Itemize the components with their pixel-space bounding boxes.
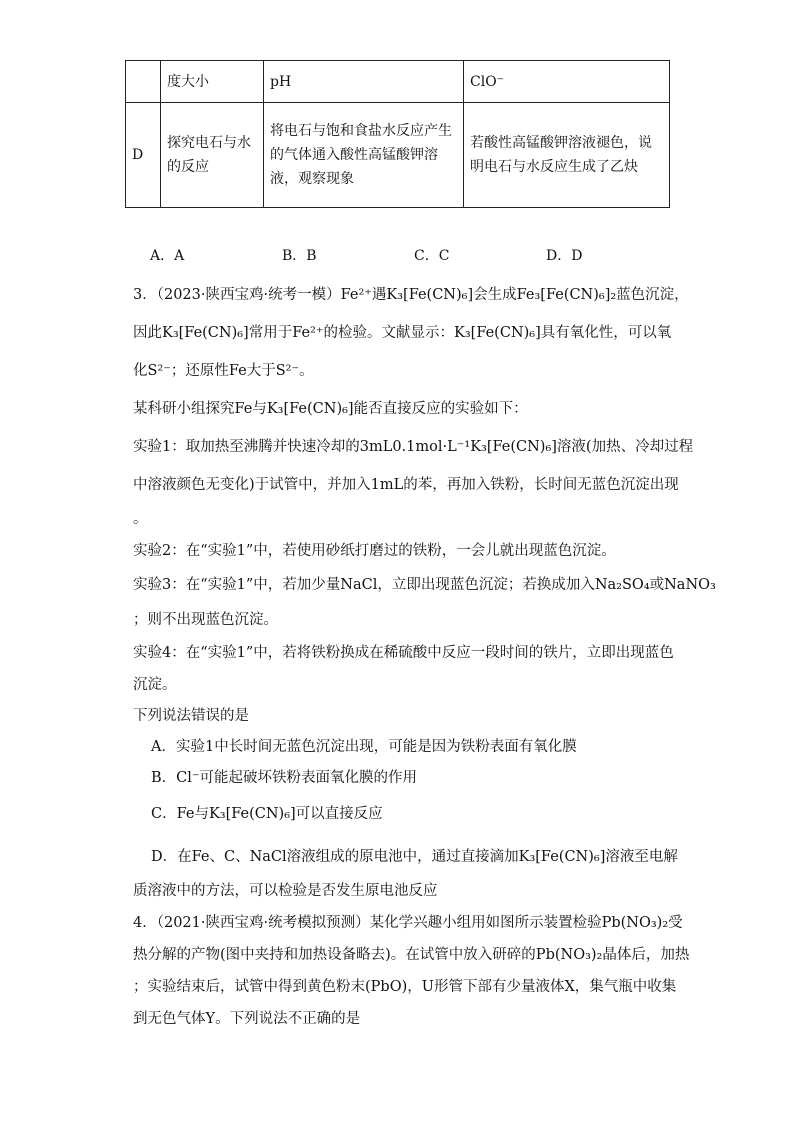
- q3-line: 沉淀。: [133, 677, 177, 693]
- q3-line: 实验3：在“实验1”中，若加少量NaCl，立即出现蓝色沉淀；若换成加入Na₂SO₄或NaNO₃: [133, 577, 716, 593]
- q3-line: 实验2：在“实验1”中，若使用砂纸打磨过的铁粉，一会儿就出现蓝色沉淀。: [133, 543, 616, 559]
- q3-line: 3．（2023·陕西宝鸡·统考一模）Fe²⁺遇K₃[Fe(CN)₆]会生成Fe₃[Fe(CN)₆]₂蓝色沉淀，: [133, 287, 689, 303]
- option-a[interactable]: A．A: [150, 248, 185, 264]
- q3-option-b[interactable]: B．Cl⁻可能起破坏铁粉表面氧化膜的作用: [151, 770, 418, 786]
- cell-operation: pH: [264, 61, 464, 103]
- option-c[interactable]: C．C: [414, 248, 450, 264]
- row-label: [126, 61, 161, 103]
- q4-line: 4．（2021·陕西宝鸡·统考模拟预测）某化学兴趣小组用如图所示装置检验Pb(NO₃)₂受: [133, 915, 683, 931]
- q4-line: ；实验结束后，试管中得到黄色粉末(PbO)，U形管下部有少量液体X，集气瓶中收集: [133, 979, 677, 995]
- q3-line: 。: [133, 511, 148, 527]
- q3-line: 中溶液颜色无变化)于试管中，并加入1mL的苯，再加入铁粉，长时间无蓝色沉淀出现: [133, 477, 679, 493]
- table-row: [126, 61, 670, 103]
- q3-option-a[interactable]: A．实验1中长时间无蓝色沉淀出现，可能是因为铁粉表面有氧化膜: [151, 739, 577, 755]
- q3-line: ；则不出现蓝色沉淀。: [133, 612, 278, 628]
- cell-conclusion: ClO⁻: [464, 61, 670, 103]
- option-b[interactable]: B．B: [282, 248, 317, 264]
- options-table: [125, 60, 670, 208]
- q3-option-c[interactable]: C．Fe与K₃[Fe(CN)₆]可以直接反应: [151, 806, 383, 822]
- q3-option-d-cont: 质溶液中的方法，可以检验是否发生原电池反应: [133, 883, 438, 899]
- option-d[interactable]: D．D: [546, 248, 583, 264]
- q3-line: 下列说法错误的是: [133, 708, 249, 724]
- q4-line: 热分解的产物(图中夹持和加热设备略去)。在试管中放入研碎的Pb(NO₃)₂晶体后，加热: [133, 947, 690, 963]
- cell-conclusion: 若酸性高锰酸钾溶液褪色，说明电石与水反应生成了乙炔: [464, 103, 670, 208]
- cell-operation: 将电石与饱和食盐水反应产生的气体通入酸性高锰酸钾溶液，观察现象: [264, 103, 464, 208]
- cell-purpose: 探究电石与水的反应: [161, 103, 264, 208]
- q4-line: 到无色气体Y。下列说法不正确的是: [133, 1011, 361, 1027]
- q3-line: 实验1：取加热至沸腾并快速冷却的3mL0.1mol·L⁻¹K₃[Fe(CN)₆]溶液(加热、冷却过程: [133, 439, 694, 455]
- row-label: D: [126, 103, 161, 208]
- cell-purpose: 度大小: [161, 61, 264, 103]
- q3-line: 某科研小组探究Fe与K₃[Fe(CN)₆]能否直接反应的实验如下：: [133, 401, 528, 417]
- q2-answer-options: [150, 245, 678, 265]
- q3-line: 实验4：在“实验1”中，若将铁粉换成在稀硫酸中反应一段时间的铁片，立即出现蓝色: [133, 645, 674, 661]
- table-row: [126, 103, 670, 208]
- q3-option-d[interactable]: D．在Fe、C、NaCl溶液组成的原电池中，通过直接滴加K₃[Fe(CN)₆]溶液至电解: [151, 849, 678, 865]
- q3-line: 因此K₃[Fe(CN)₆]常用于Fe²⁺的检验。文献显示：K₃[Fe(CN)₆]具有氧化性，可以氧: [133, 325, 672, 341]
- q3-line: 化S²⁻；还原性Fe大于S²⁻。: [133, 363, 314, 379]
